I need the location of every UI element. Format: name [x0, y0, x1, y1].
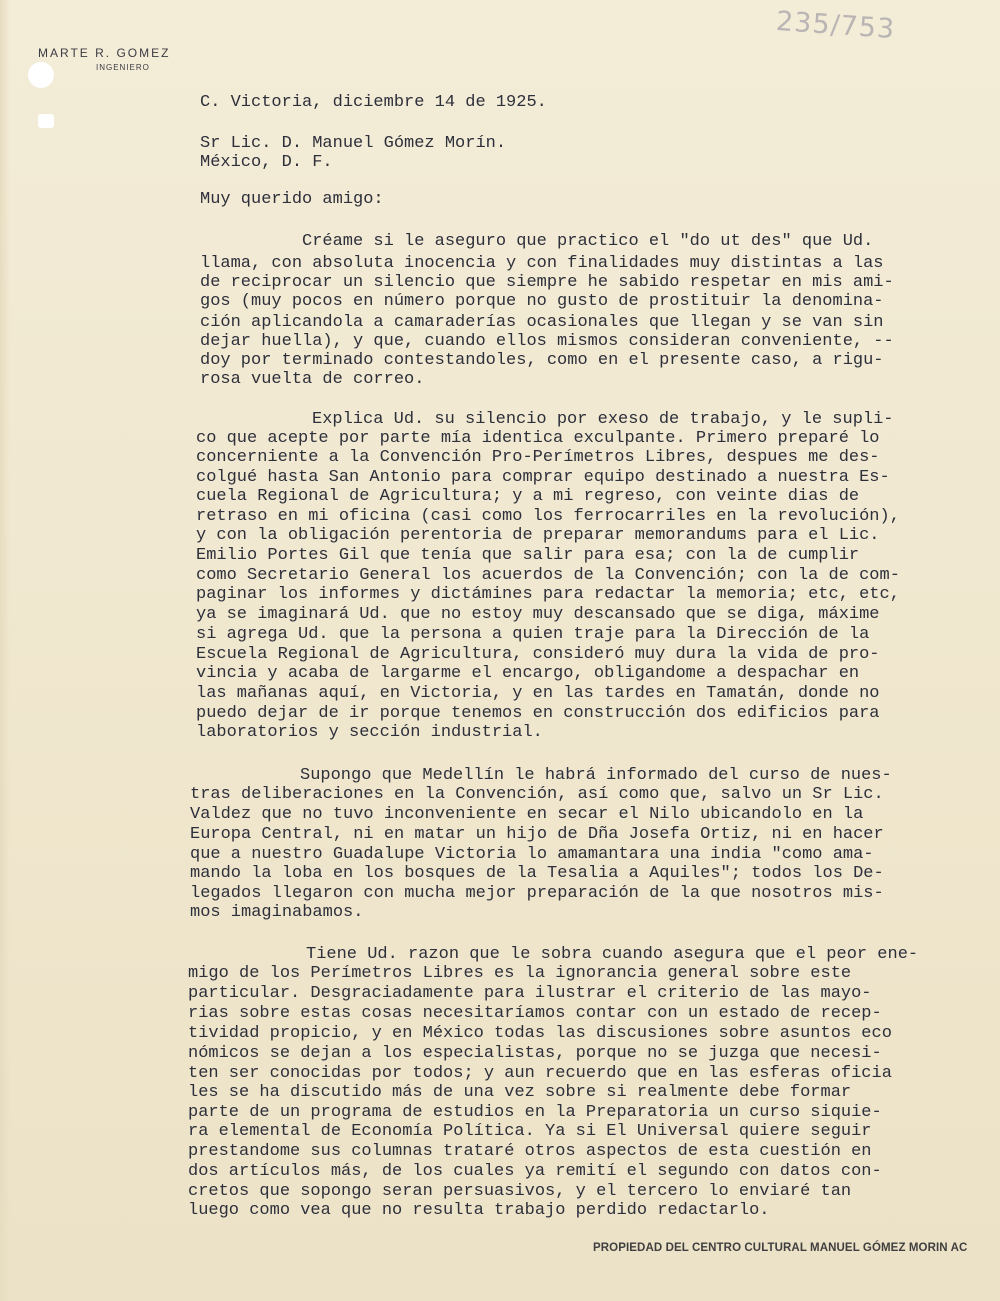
paper-edge — [0, 0, 10, 1301]
recipient-line-2: México, D. F. — [200, 153, 333, 172]
paragraph-2-line: Escuela Regional de Agricultura, consideró muy dura la vida de pro- — [196, 645, 880, 664]
paragraph-1-line: ción aplicandola a camaraderías ocasionales que llegan y se van sin — [200, 313, 884, 332]
paragraph-1-line: llama, con absoluta inocencia y con finalidades muy distintas a las — [200, 254, 884, 273]
paragraph-4-line: particular. Desgraciadamente para ilustrar el criterio de las mayo- — [188, 984, 872, 1003]
paragraph-2-line: retraso en mi oficina (casi como los ferrocarriles en la revolución), — [196, 507, 900, 526]
paragraph-4-line: nómicos se dejan a los especialistas, porque no se juzga que necesi- — [188, 1044, 882, 1063]
paragraph-4-line: les se ha discutido más de una vez sobre si realmente debe formar — [188, 1083, 852, 1102]
paragraph-2-line: concerniente a la Convención Pro-Perímetros Libres, despues me des- — [196, 448, 880, 467]
paragraph-2-line: cuela Regional de Agricultura; y a mi regreso, con veinte dias de — [196, 487, 860, 506]
paragraph-1-line: de reciprocar un silencio que siempre he sabido respetar en mis ami- — [200, 273, 894, 292]
archive-number: 235/753 — [775, 5, 897, 46]
paragraph-2-line: si agrega Ud. que la persona a quien traje para la Dirección de la — [196, 625, 870, 644]
paragraph-2-line: las mañanas aquí, en Victoria, y en las tardes en Tamatán, donde no — [196, 684, 880, 703]
paragraph-4-line: Tiene Ud. razon que le sobra cuando asegura que el peor ene- — [306, 945, 919, 964]
paragraph-3-line: legados llegaron con mucha mejor preparación de la que nosotros mis- — [190, 884, 884, 903]
paragraph-3-line: mos imaginabamos. — [190, 903, 364, 922]
paragraph-3-line: Europa Central, ni en matar un hijo de Dña Josefa Ortiz, ni en hacer — [190, 825, 884, 844]
paragraph-2-line: vincia y acaba de largarme el encargo, obligandome a despachar en — [196, 664, 860, 683]
paragraph-3-line: mando la loba en los bosques de la Tesalia a Aquiles"; todos los De- — [190, 864, 884, 883]
paragraph-1-line: doy por terminado contestandoles, como en el presente caso, a rigu- — [200, 351, 884, 370]
paragraph-2-line: como Secretario General los acuerdos de la Convención; con la de com- — [196, 566, 900, 585]
paragraph-4-line: prestandome sus columnas trataré otros aspectos de esta cuestión en — [188, 1142, 872, 1161]
paragraph-2-line: co que acepte por parte mía identica exculpante. Primero preparé lo — [196, 429, 880, 448]
paragraph-3-line: Valdez que no tuvo inconveniente en secar el Nilo ubicandolo en la — [190, 805, 864, 824]
punch-hole — [28, 62, 54, 88]
paragraph-2-line: ya se imaginará Ud. que no estoy muy descansado que se diga, máxime — [196, 605, 880, 624]
paragraph-1-line: Créame si le aseguro que practico el "do ut des" que Ud. — [302, 232, 874, 251]
recipient-line-1: Sr Lic. D. Manuel Gómez Morín. — [200, 134, 507, 153]
paragraph-4-line: parte de un programa de estudios en la Preparatoria un curso siquie- — [188, 1103, 882, 1122]
paragraph-2-line: y con la obligación perentoria de preparar memorandums para el Lic. — [196, 526, 880, 545]
punch-hole — [38, 114, 54, 128]
paragraph-4-line: ra elemental de Economía Política. Ya si El Universal quiere seguir — [188, 1122, 872, 1141]
letterhead-name: MARTE R. GOMEZ — [38, 46, 171, 60]
paragraph-2-line: paginar los informes y dictámines para redactar la memoria; etc, etc, — [196, 585, 900, 604]
paragraph-4-line: migo de los Perímetros Libres es la ignorancia general sobre este — [188, 964, 852, 983]
paragraph-4-line: dos artículos más, de los cuales ya remití el segundo con datos con- — [188, 1162, 882, 1181]
paragraph-2-line: puedo dejar de ir porque tenemos en construcción dos edificios para — [196, 704, 880, 723]
paragraph-4-line: luego como vea que no resulta trabajo perdido redactarlo. — [188, 1201, 770, 1220]
letterhead-title: INGENIERO — [96, 63, 150, 72]
paragraph-4-line: ten ser conocidas por todos; y aun recuerdo que en las esferas oficia — [188, 1064, 892, 1083]
paragraph-2-line: colgué hasta San Antonio para comprar equipo destinado a nuestra Es- — [196, 468, 890, 487]
paragraph-2-line: Emilio Portes Gil que tenía que salir para esa; con la de cumplir — [196, 546, 860, 565]
paragraph-4-line: cretos que sopongo seran persuasivos, y el tercero lo enviaré tan — [188, 1182, 852, 1201]
paragraph-2-line: laboratorios y sección industrial. — [196, 723, 543, 742]
paragraph-1-line: dejar huella), y que, cuando ellos mismos consideran conveniente, -- — [200, 332, 894, 351]
paragraph-4-line: tividad propicio, y en México todas las discusiones sobre asuntos eco — [188, 1024, 892, 1043]
paragraph-1-line: gos (muy pocos en número porque no gusto de prostituir la denomina- — [200, 292, 884, 311]
paragraph-1-line: rosa vuelta de correo. — [200, 370, 425, 389]
paragraph-3-line: Supongo que Medellín le habrá informado del curso de nues- — [300, 766, 892, 785]
paragraph-4-line: rias sobre estas cosas necesitaríamos contar con un estado de recep- — [188, 1004, 882, 1023]
greeting: Muy querido amigo: — [200, 190, 384, 209]
paragraph-3-line: tras deliberaciones en la Convención, así como que, salvo un Sr Lic. — [190, 785, 884, 804]
paragraph-2-line: Explica Ud. su silencio por exeso de trabajo, y le supli- — [312, 410, 894, 429]
ownership-stamp: PROPIEDAD DEL CENTRO CULTURAL MANUEL GÓMEZ MORIN AC — [593, 1242, 968, 1254]
date-line: C. Victoria, diciembre 14 de 1925. — [200, 93, 547, 112]
paragraph-3-line: que a nuestro Guadalupe Victoria lo amamantara una india "como ama- — [190, 845, 874, 864]
